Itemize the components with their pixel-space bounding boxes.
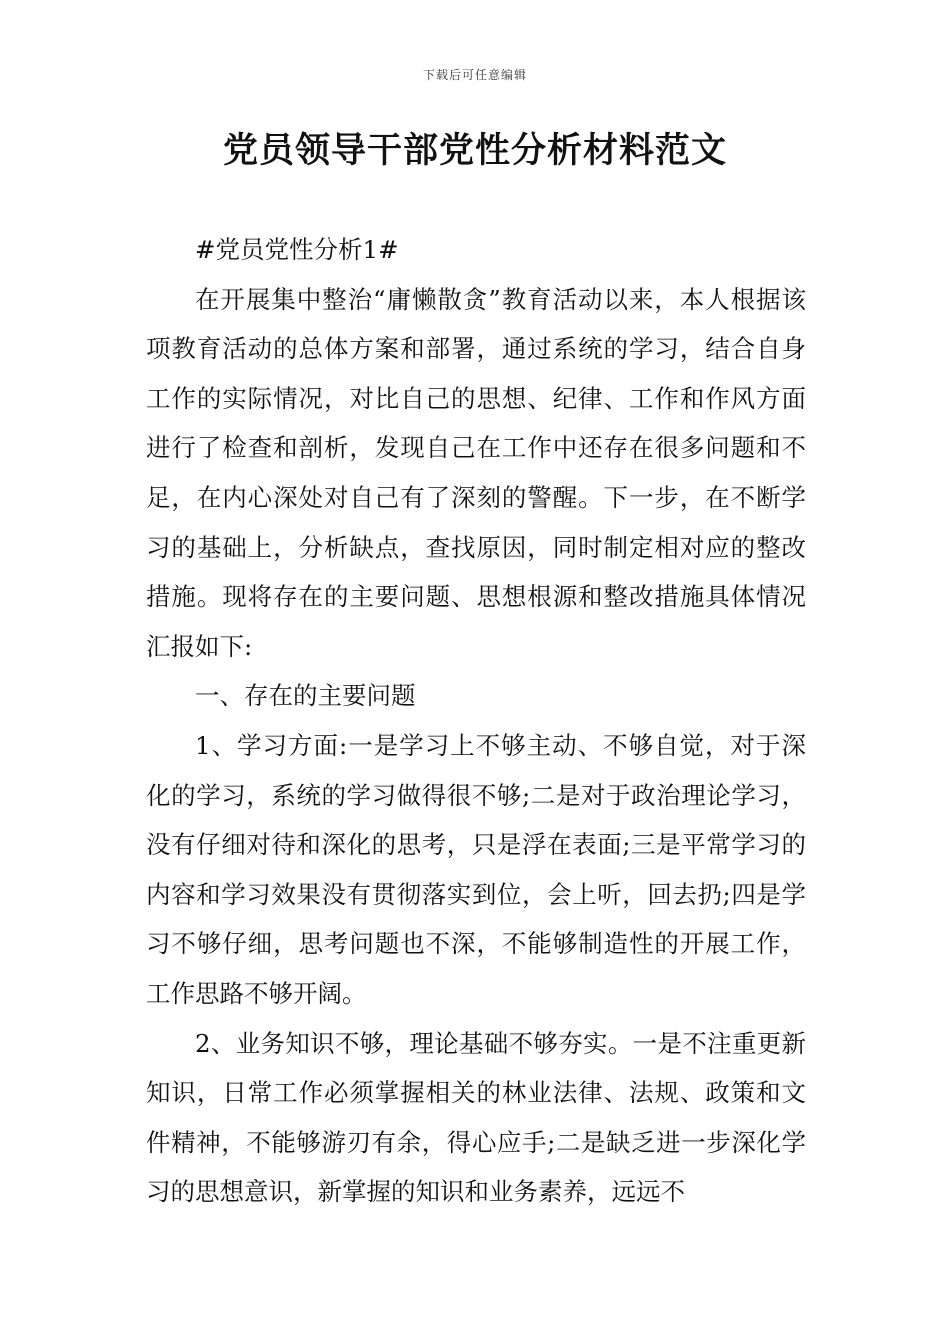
- header-note: 下载后可任意编辑: [422, 68, 527, 82]
- intro-paragraph: 在开展集中整治“庸懒散贪”教育活动以来，本人根据该项教育活动的总体方案和部署，通过系统的学习，结合自身工作的实际情况，对比自己的思想、纪律、工作和作风方面进行了检查和剖析，发现自己在工作中还存在很多问题和不足，在内心深处对自己有了深刻的警醒。下一步，在不断学习的基础上，分析缺点，查找原因，同时制定相对应的整改措施。现将存在的主要问题、思想根源和整改措施具体情况汇报如下:: [146, 284, 806, 661]
- section-heading-analysis-1: #党员党性分析1#: [195, 235, 399, 264]
- section-heading-problems: 一、存在的主要问题: [195, 681, 416, 711]
- document-title: 党员领导干部党性分析材料范文: [222, 131, 727, 171]
- paragraph-business-knowledge: 2、业务知识不够，理论基础不够夯实。一是不注重更新知识，日常工作必须掌握相关的林业法律、法规、政策和文件精神，不能够游刃有余，得心应手;二是缺乏进一步深化学习的思想意识，新掌握的知识和业务素养，远远不: [146, 1028, 806, 1207]
- document-body: [146, 225, 806, 1217]
- paragraph-study: 1、学习方面:一是学习上不够主动、不够自觉，对于深化的学习，系统的学习做得很不够;二是对于政治理论学习，没有仔细对待和深化的思考，只是浮在表面;三是平常学习的内容和学习效果没有贯彻落实到位，会上听，回去扔;四是学习不够仔细，思考问题也不深，不能够制造性的开展工作，工作思路不够开阔。: [146, 730, 806, 1008]
